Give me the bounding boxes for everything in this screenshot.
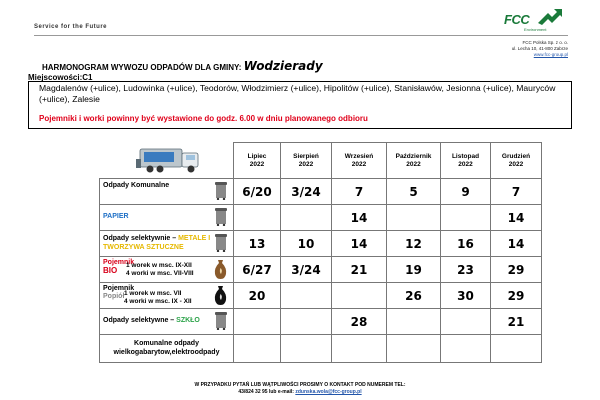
label-papier xyxy=(100,205,234,231)
row-label: Odpady selektywnie – xyxy=(103,235,179,242)
company-website-link[interactable]: www.fcc-group.pl xyxy=(533,52,568,57)
value-cell: 23 xyxy=(441,257,491,283)
value-cell: 5 xyxy=(387,179,441,205)
value-cell xyxy=(387,205,441,231)
row-label: PAPIER xyxy=(103,213,129,221)
row-sublabel: 4 worki w msc. VII-VIII xyxy=(126,270,194,277)
month-header-1 xyxy=(234,143,281,179)
label-komunalne xyxy=(100,179,234,205)
row-label: Pojemnik xyxy=(103,259,135,266)
month-year: 2022 xyxy=(458,160,473,168)
value-cell xyxy=(281,205,332,231)
footer-email-link[interactable]: zdunska.wola@fcc-group.pl xyxy=(295,389,362,395)
row-sublabel: 4 worki w msc. IX - XII xyxy=(124,298,192,305)
metal-plastic-bin-icon xyxy=(215,234,227,252)
value-cell: 14 xyxy=(491,205,542,231)
value-cell xyxy=(491,335,542,363)
row-komunalne xyxy=(100,179,542,205)
locality-label: Miejscowości:C1 xyxy=(28,73,93,82)
month-name: Lipiec xyxy=(247,152,267,160)
company-name: FCC Polska Sp. z o. o. xyxy=(522,40,568,45)
month-header-2 xyxy=(281,143,332,179)
month-name: Grudzień xyxy=(501,152,531,160)
value-cell xyxy=(441,335,491,363)
label-wielkogabaryty xyxy=(100,335,234,363)
row-popiol xyxy=(100,283,542,309)
value-cell: 10 xyxy=(281,231,332,257)
value-cell xyxy=(281,283,332,309)
label-popiol xyxy=(100,283,234,309)
schedule-table xyxy=(99,142,542,363)
page-title xyxy=(42,59,323,73)
value-cell: 14 xyxy=(491,231,542,257)
value-cell: 29 xyxy=(491,283,542,309)
footer-line1: W PRZYPADKU PYTAŃ LUB WĄTPLIWOŚCI PROSIMY O KONTAKT POD NUMEREM TEL: xyxy=(194,382,406,388)
footer-phone: 43/824 32 95 lub e-mail: xyxy=(238,389,296,395)
value-cell xyxy=(332,283,387,309)
value-cell: 14 xyxy=(332,231,387,257)
value-cell xyxy=(234,309,281,335)
row-label: Komunalne odpady xyxy=(134,340,199,347)
logo-text: FCC xyxy=(504,12,530,27)
month-name: Sierpień xyxy=(293,152,319,160)
ash-bag-icon xyxy=(214,286,227,305)
value-cell xyxy=(387,309,441,335)
grey-bin-icon xyxy=(215,182,227,200)
month-header-3 xyxy=(332,143,387,179)
row-label-highlight: TWORZYWA SZTUCZNE xyxy=(103,243,184,251)
value-cell: 20 xyxy=(234,283,281,309)
tagline: Service for the Future xyxy=(34,24,108,30)
placement-note: Pojemniki i worki powinny być wystawione do godz. 6.00 w dniu planowanego odbioru xyxy=(39,114,368,123)
fcc-logo xyxy=(504,9,568,35)
value-cell xyxy=(281,335,332,363)
month-year: 2022 xyxy=(249,160,265,168)
row-bio xyxy=(100,257,542,283)
locality-list: Magdalenów (+ulice), Ludowinka (+ulice), Teodorów, Włodzimierz (+ulice), Hipolitów (+ulice), Stanisławów, Jesionna (+ulice), Mauryców (+ulice), Zalesie xyxy=(39,83,556,104)
value-cell: 14 xyxy=(332,205,387,231)
bio-bag-icon xyxy=(214,260,227,279)
row-metale xyxy=(100,231,542,257)
value-cell: 30 xyxy=(441,283,491,309)
company-address xyxy=(512,40,568,58)
value-cell: 26 xyxy=(387,283,441,309)
month-year: 2022 xyxy=(298,160,314,168)
row-label-highlight: SZKŁO xyxy=(176,317,200,325)
row-szklo xyxy=(100,309,542,335)
value-cell: 9 xyxy=(441,179,491,205)
value-cell xyxy=(387,335,441,363)
value-cell: 7 xyxy=(332,179,387,205)
value-cell: 7 xyxy=(491,179,542,205)
footer-contact xyxy=(0,382,600,396)
month-year: 2022 xyxy=(351,160,367,168)
footer-line2 xyxy=(0,389,600,396)
row-label: wielkogabarytow,elektroodpady xyxy=(113,348,220,356)
value-cell: 21 xyxy=(491,309,542,335)
value-cell xyxy=(441,205,491,231)
row-label: Odpady selektywne – xyxy=(103,317,177,325)
row-papier xyxy=(100,205,542,231)
value-cell: 6/27 xyxy=(234,257,281,283)
label-szklo xyxy=(100,309,234,335)
value-cell: 13 xyxy=(234,231,281,257)
logo-subtext: Environment xyxy=(524,27,547,32)
month-header-6 xyxy=(491,143,542,179)
row-label-highlight: Popiół xyxy=(103,293,125,300)
month-name: Listopad xyxy=(451,152,480,160)
row-wielkogabaryty xyxy=(100,335,542,363)
value-cell xyxy=(332,335,387,363)
value-cell xyxy=(234,335,281,363)
value-cell xyxy=(281,309,332,335)
label-bio xyxy=(100,257,234,283)
value-cell: 29 xyxy=(491,257,542,283)
month-name: Październik xyxy=(395,152,432,160)
row-sublabel: 1 worek w msc. VII xyxy=(124,290,182,297)
value-cell: 16 xyxy=(441,231,491,257)
month-year: 2022 xyxy=(508,160,524,168)
month-header-5 xyxy=(441,143,491,179)
value-cell: 3/24 xyxy=(281,257,332,283)
truck-cell xyxy=(100,143,234,179)
month-year: 2022 xyxy=(406,160,421,168)
glass-bin-icon xyxy=(215,312,227,330)
row-label-highlight: BIO xyxy=(103,266,118,275)
garbage-truck-icon xyxy=(136,145,208,175)
paper-bin-icon xyxy=(215,208,227,226)
value-cell: 12 xyxy=(387,231,441,257)
row-label: Pojemnik xyxy=(103,285,135,292)
row-label-highlight: METALE I xyxy=(178,235,211,242)
value-cell: 3/24 xyxy=(281,179,332,205)
row-sublabel: 1 worek w msc. IX-XII xyxy=(126,262,192,269)
header-divider xyxy=(34,35,568,36)
month-header-4 xyxy=(387,143,441,179)
company-street: ul. Lecha 10, 41-800 Zabrze xyxy=(511,46,568,51)
title-prefix: HARMONOGRAM WYWOZU ODPADÓW DLA GMINY: xyxy=(42,63,244,72)
logo-arrows-icon xyxy=(538,9,566,27)
header-row xyxy=(100,143,542,179)
value-cell xyxy=(234,205,281,231)
row-label: Odpady Komunalne xyxy=(103,182,170,189)
locality-box xyxy=(28,81,572,129)
value-cell: 21 xyxy=(332,257,387,283)
value-cell: 19 xyxy=(387,257,441,283)
title-town: Wodzierady xyxy=(243,59,323,73)
value-cell xyxy=(441,309,491,335)
value-cell: 28 xyxy=(332,309,387,335)
month-name: Wrzesień xyxy=(344,152,374,160)
label-metale xyxy=(100,231,234,257)
value-cell: 6/20 xyxy=(234,179,281,205)
